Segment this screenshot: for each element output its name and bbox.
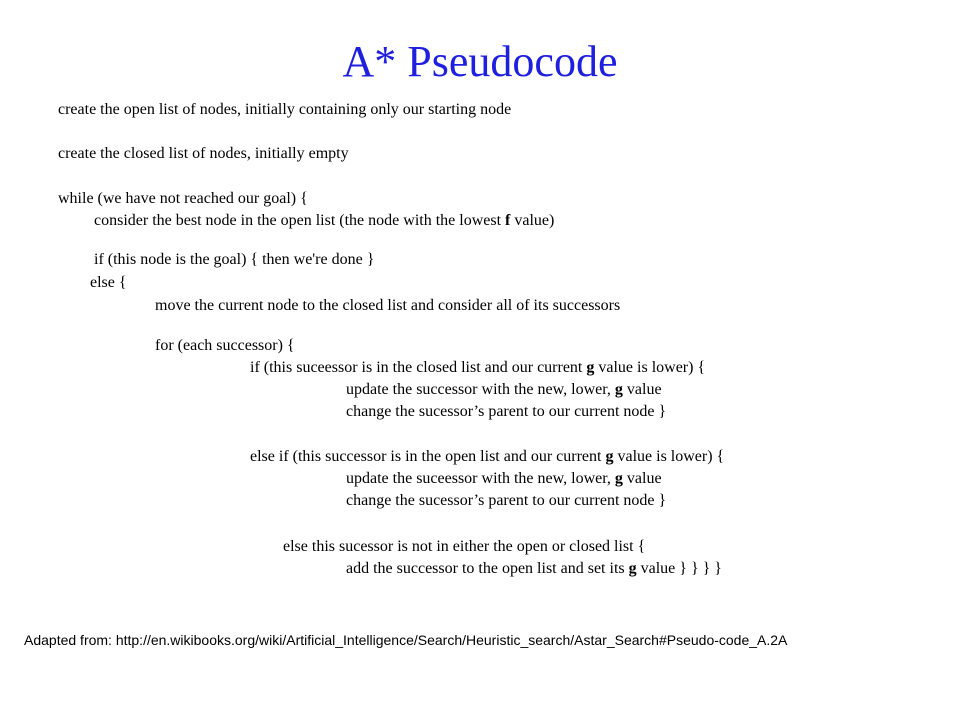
code-line-consider-best-node xyxy=(94,211,554,231)
code-variable-g: g xyxy=(628,560,637,577)
code-line-if-closed-list xyxy=(250,358,705,378)
code-text: if (this suceessor is in the closed list and our current xyxy=(250,359,587,376)
code-text: value is lower) { xyxy=(613,448,725,465)
code-line-change-parent-2: change the sucessor’s parent to our current node } xyxy=(346,492,667,509)
code-line-add-successor xyxy=(346,559,722,579)
code-line-if-goal: if (this node is the goal) { then we're done } xyxy=(94,251,375,268)
code-variable-g: g xyxy=(614,381,623,398)
code-variable-f: f xyxy=(505,212,511,229)
code-line-else: else { xyxy=(90,274,127,291)
code-text: value is lower) { xyxy=(594,359,706,376)
code-variable-g: g xyxy=(586,359,595,376)
code-line-move-current-node: move the current node to the closed list and consider all of its successors xyxy=(155,297,621,314)
code-line-create-open-list: create the open list of nodes, initially containing only our starting node xyxy=(58,101,512,118)
code-text: value xyxy=(622,470,662,487)
code-line-update-successor xyxy=(346,380,662,400)
code-text: else if (this successor is in the open list and our current xyxy=(250,448,606,465)
code-text: value } } } } xyxy=(636,560,722,577)
code-line-else-not-in-list: else this sucessor is not in either the open or closed list { xyxy=(283,538,646,555)
code-line-while-loop: while (we have not reached our goal) { xyxy=(58,190,308,207)
code-line-for-each-successor: for (each successor) { xyxy=(155,337,295,354)
code-text: update the suceessor with the new, lower, xyxy=(346,470,615,487)
code-text: value) xyxy=(510,212,555,229)
code-text: update the successor with the new, lower, xyxy=(346,381,615,398)
code-line-else-if-open-list xyxy=(250,447,724,467)
source-attribution: Adapted from: http://en.wikibooks.org/wiki/Artificial_Intelligence/Search/Heuristic_search/Astar_Search#Pseudo-code_A.2A xyxy=(24,632,788,648)
code-line-create-closed-list: create the closed list of nodes, initially empty xyxy=(58,145,349,162)
page-title: A* Pseudocode xyxy=(342,37,618,86)
code-text: consider the best node in the open list (the node with the lowest xyxy=(94,212,506,229)
code-variable-g: g xyxy=(614,470,623,487)
code-line-change-parent: change the sucessor’s parent to our current node } xyxy=(346,403,667,420)
code-variable-g: g xyxy=(605,448,614,465)
code-text: value xyxy=(622,381,662,398)
code-line-update-suceessor xyxy=(346,469,662,489)
code-text: add the successor to the open list and set its xyxy=(346,560,629,577)
